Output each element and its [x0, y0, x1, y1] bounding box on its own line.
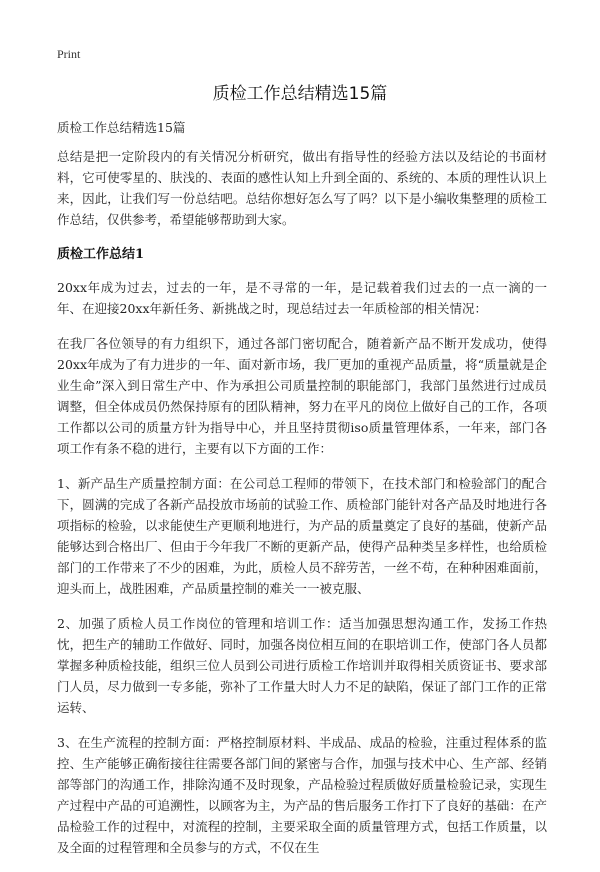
section-heading: 质检工作总结1: [57, 247, 145, 262]
document-body: [57, 117, 547, 872]
body-paragraph: 1、新产品生产质量控制方面：在公司总工程师的带领下，在技术部门和检验部门的配合下，圆满的完成了各新产品投放市场前的试验工作、质检部门能针对各产品及时地进行各项指标的检验，以求能使生产更顺利地进行，为产品的质量奠定了良好的基础，使新产品能够达到合格出厂、但由于今年我厂不断的更新产品，使得产品种类呈多样性，也给质检部门的工作带来了不少的困难，为此，质检人员不辞劳苦，一丝不苟，在种种困难面前，迎头而上，战胜困难，产品质量控制的难关一一被克服、: [57, 476, 547, 596]
body-paragraph: 3、在生产流程的控制方面：严格控制原材料、半成品、成品的检验，注重过程体系的监控、生产能够正确衔接往往需要各部门间的紧密与合作，加强与技术中心、生产部、经销部等部门的沟通工作，排除沟通不及时现象，产品检验过程质做好质量检验记录，实现生产过程中产品的可追溯性，以顾客为主，为产品的售后服务工作打下了良好的基础：在产品检验工作的过程中，对流程的控制，主要采取全面的质量管理方式，包括工作质量，以及全面的过程管理和全员参与的方式，不仅在生: [57, 735, 547, 855]
print-link[interactable]: Print: [57, 47, 81, 61]
document-title: 质检工作总结精选15篇: [212, 84, 388, 104]
body-paragraph: 在我厂各位领导的有力组织下，通过各部门密切配合，随着新产品不断开发成功，使得20xx年成为了有力进步的一年、面对新市场，我厂更加的重视产品质量，将“质量就是企业生命”深入到日常生产中、作为承担公司质量控制的职能部门，我部门虽然进行过成员调整，但全体成员仍然保持原有的团队精神，努力在平凡的岗位上做好自己的工作，各项工作都以公司的质量方针为指导中心，并且坚持贯彻iso质量管理体系，一年来，部门各项工作有条不稳的进行，主要有以下方面的工作：: [57, 336, 547, 456]
intro-paragraph: 总结是把一定阶段内的有关情况分析研究，做出有指导性的经验方法以及结论的书面材料，它可使零星的、肤浅的、表面的感性认知上升到全面的、系统的、本质的理性认识上来，因此，让我们写一份总结吧。总结你想好怎么写了吗？以下是小编收集整理的质检工作总结，仅供参考，希望能够帮助到大家。: [57, 149, 547, 227]
body-paragraph: 2、加强了质检人员工作岗位的管理和培训工作：适当加强思想沟通工作，发扬工作热忱，把生产的辅助工作做好、同时，加强各岗位相互间的在职培训工作，使部门各人员都掌握多种质检技能，组织三位人员到公司进行质检工作培训并取得相关质资证书、要求部门人员，尽力做到一专多能，弥补了工作量大时人力不足的缺陷，保证了部门工作的正常运转、: [57, 616, 547, 715]
document-subtitle: 质检工作总结精选15篇: [57, 120, 186, 135]
body-paragraph: 20xx年成为过去，过去的一年，是不寻常的一年，是记载着我们过去的一点一滴的一年、在迎接20xx年新任务、新挑战之时，现总结过去一年质检部的相关情况：: [57, 280, 547, 316]
